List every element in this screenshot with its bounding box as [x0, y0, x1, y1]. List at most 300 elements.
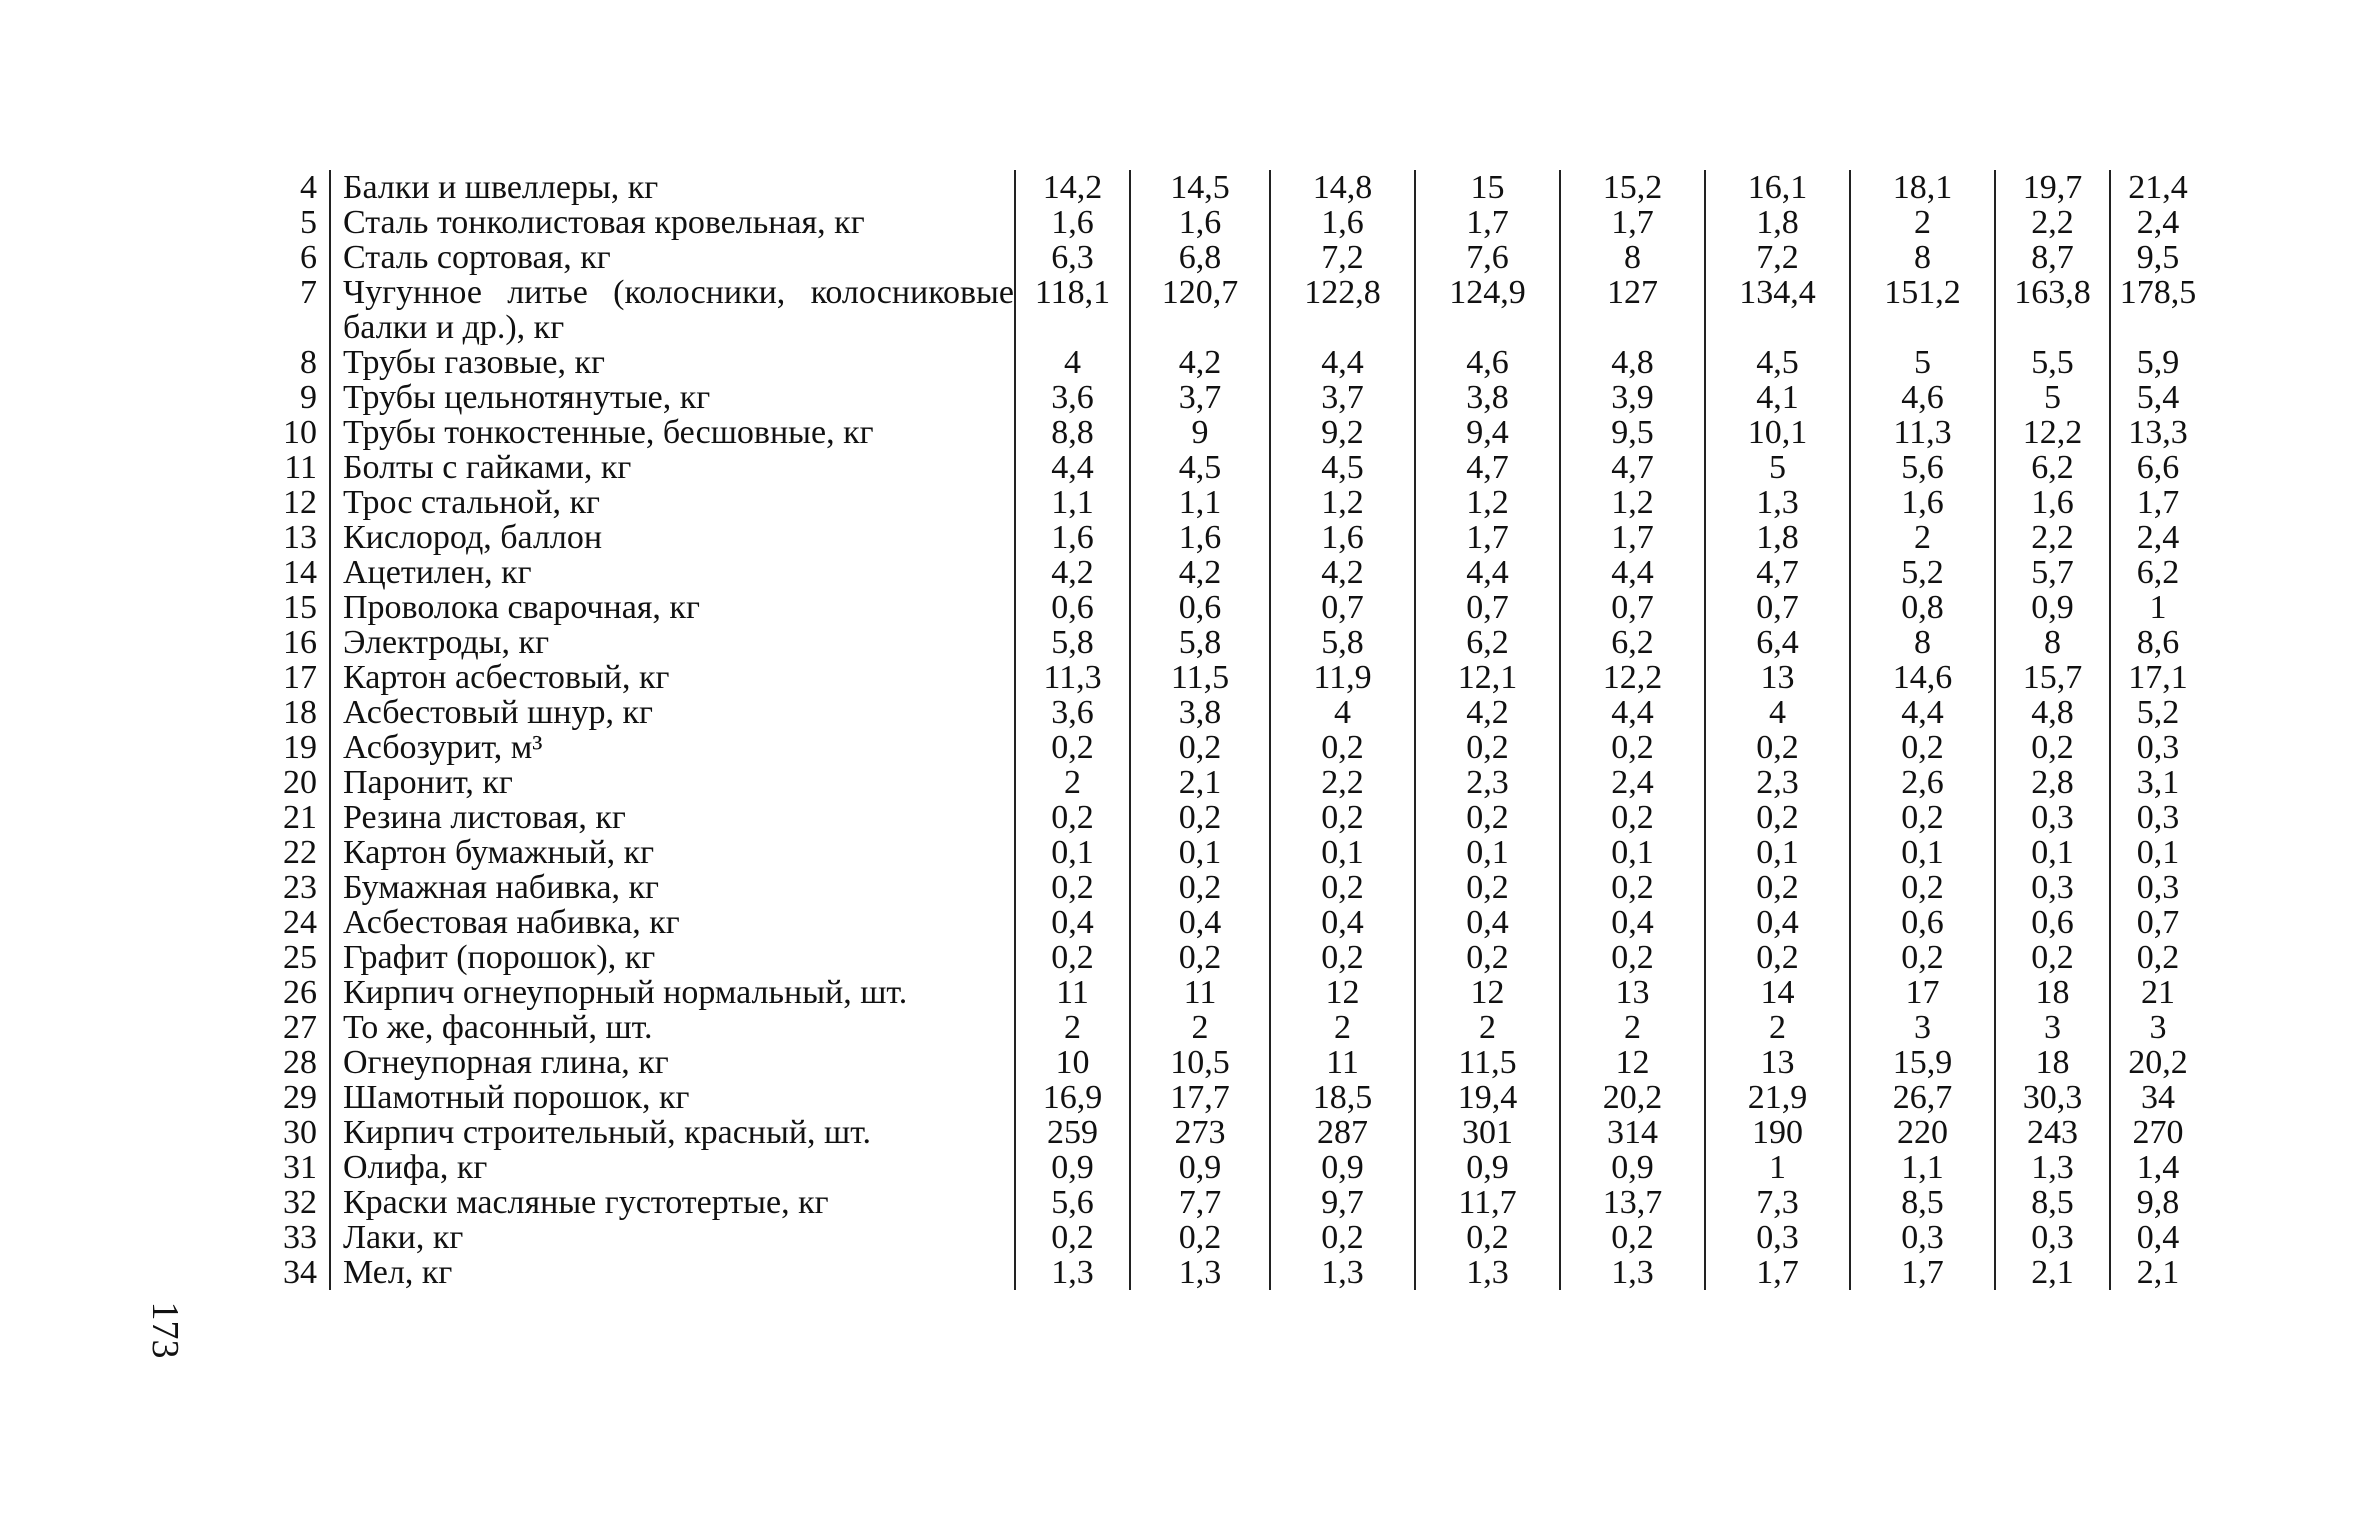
value-cell: 7,6 [1415, 240, 1560, 275]
material-name: Бумажная набивка, кг [330, 870, 1015, 905]
material-name: Чугунное литье (колосники, колосниковые балки и др.), кг [330, 275, 1015, 345]
value-cell: 124,9 [1415, 275, 1560, 345]
value-cell: 1,4 [2110, 1150, 2205, 1185]
value-cell: 0,2 [1415, 1220, 1560, 1255]
material-name: Асбестовая набивка, кг [330, 905, 1015, 940]
value-cell: 0,3 [1850, 1220, 1995, 1255]
value-cell: 6,2 [1560, 625, 1705, 660]
value-cell: 3,7 [1130, 380, 1270, 415]
value-cell: 0,4 [1130, 905, 1270, 940]
row-number: 22 [283, 834, 317, 871]
value-cell: 8 [1850, 625, 1995, 660]
value-cell: 0,2 [1415, 940, 1560, 975]
value-cell: 2,8 [1995, 765, 2110, 800]
value-cell: 0,9 [1015, 1150, 1130, 1185]
table-row [235, 1255, 2205, 1290]
value-cell: 10,1 [1705, 415, 1850, 450]
row-number: 17 [283, 659, 317, 696]
value-cell: 2 [1560, 1010, 1705, 1045]
value-cell: 0,1 [1705, 835, 1850, 870]
table-row [235, 835, 2205, 870]
value-cell: 19,4 [1415, 1080, 1560, 1115]
table-row [235, 240, 2205, 275]
material-name: Асбестовый шнур, кг [330, 695, 1015, 730]
value-cell: 14 [1705, 975, 1850, 1010]
value-cell: 0,2 [1850, 800, 1995, 835]
row-number: 14 [283, 554, 317, 591]
value-cell: 5,5 [1995, 345, 2110, 380]
value-cell: 273 [1130, 1115, 1270, 1150]
value-cell: 6,4 [1705, 625, 1850, 660]
value-cell: 0,1 [1850, 835, 1995, 870]
value-cell: 0,4 [1560, 905, 1705, 940]
row-number: 30 [283, 1114, 317, 1151]
value-cell: 0,2 [1415, 870, 1560, 905]
value-cell: 301 [1415, 1115, 1560, 1150]
value-cell: 12 [1270, 975, 1415, 1010]
value-cell: 8 [1560, 240, 1705, 275]
row-number: 10 [283, 414, 317, 451]
value-cell: 0,6 [1130, 590, 1270, 625]
table-row [235, 415, 2205, 450]
row-number: 6 [300, 239, 317, 276]
value-cell: 13 [1560, 975, 1705, 1010]
value-cell: 15,7 [1995, 660, 2110, 695]
value-cell: 0,2 [1850, 940, 1995, 975]
value-cell: 14,6 [1850, 660, 1995, 695]
value-cell: 5,7 [1995, 555, 2110, 590]
value-cell: 9,2 [1270, 415, 1415, 450]
value-cell: 0,2 [1270, 800, 1415, 835]
value-cell: 1,3 [1415, 1255, 1560, 1290]
value-cell: 4,6 [1850, 380, 1995, 415]
value-cell: 13 [1705, 1045, 1850, 1080]
value-cell: 0,2 [1130, 1220, 1270, 1255]
value-cell: 21 [2110, 975, 2205, 1010]
value-cell: 9,4 [1415, 415, 1560, 450]
row-number: 29 [283, 1079, 317, 1116]
value-cell: 0,2 [1560, 1220, 1705, 1255]
value-cell: 7,2 [1270, 240, 1415, 275]
materials-table [235, 170, 2205, 1290]
value-cell: 1,6 [1130, 205, 1270, 240]
row-number: 23 [283, 869, 317, 906]
value-cell: 1,6 [1015, 520, 1130, 555]
value-cell: 8,7 [1995, 240, 2110, 275]
value-cell: 11,7 [1415, 1185, 1560, 1220]
row-number: 11 [284, 449, 317, 486]
value-cell: 1,1 [1850, 1150, 1995, 1185]
value-cell: 5,6 [1015, 1185, 1130, 1220]
material-name: Шамотный порошок, кг [330, 1080, 1015, 1115]
value-cell: 5 [1850, 345, 1995, 380]
table-row [235, 975, 2205, 1010]
value-cell: 118,1 [1015, 275, 1130, 345]
material-name: Трос стальной, кг [330, 485, 1015, 520]
value-cell: 6,2 [1995, 450, 2110, 485]
table-row [235, 625, 2205, 660]
value-cell: 8,5 [1995, 1185, 2110, 1220]
value-cell: 4,5 [1705, 345, 1850, 380]
value-cell: 1,7 [1850, 1255, 1995, 1290]
value-cell: 17 [1850, 975, 1995, 1010]
value-cell: 243 [1995, 1115, 2110, 1150]
table-row [235, 870, 2205, 905]
value-cell: 5,8 [1015, 625, 1130, 660]
value-cell: 0,1 [1270, 835, 1415, 870]
value-cell: 1,8 [1705, 205, 1850, 240]
value-cell: 5,8 [1270, 625, 1415, 660]
material-name: Картон бумажный, кг [330, 835, 1015, 870]
value-cell: 3 [2110, 1010, 2205, 1045]
value-cell: 0,7 [2110, 905, 2205, 940]
material-name: Лаки, кг [330, 1220, 1015, 1255]
value-cell: 19,7 [1995, 170, 2110, 205]
value-cell: 6,2 [1415, 625, 1560, 660]
value-cell: 20,2 [2110, 1045, 2205, 1080]
value-cell: 1,6 [1015, 205, 1130, 240]
value-cell: 11,5 [1130, 660, 1270, 695]
materials-table-body [235, 170, 2205, 1290]
value-cell: 0,2 [1015, 1220, 1130, 1255]
value-cell: 2 [1015, 1010, 1130, 1045]
value-cell: 1,1 [1015, 485, 1130, 520]
material-name: Электроды, кг [330, 625, 1015, 660]
value-cell: 0,6 [1015, 590, 1130, 625]
value-cell: 4,5 [1130, 450, 1270, 485]
value-cell: 6,2 [2110, 555, 2205, 590]
value-cell: 0,8 [1850, 590, 1995, 625]
value-cell: 6,6 [2110, 450, 2205, 485]
value-cell: 34 [2110, 1080, 2205, 1115]
value-cell: 0,2 [1705, 800, 1850, 835]
row-number: 12 [283, 484, 317, 521]
value-cell: 287 [1270, 1115, 1415, 1150]
value-cell: 7,7 [1130, 1185, 1270, 1220]
value-cell: 1 [2110, 590, 2205, 625]
material-name: Краски масляные густотертые, кг [330, 1185, 1015, 1220]
value-cell: 259 [1015, 1115, 1130, 1150]
value-cell: 14,5 [1130, 170, 1270, 205]
value-cell: 0,2 [1995, 940, 2110, 975]
value-cell: 1,6 [1130, 520, 1270, 555]
value-cell: 0,3 [1995, 800, 2110, 835]
value-cell: 4,7 [1560, 450, 1705, 485]
value-cell: 11,3 [1015, 660, 1130, 695]
value-cell: 0,3 [2110, 800, 2205, 835]
value-cell: 5 [1705, 450, 1850, 485]
value-cell: 0,1 [1995, 835, 2110, 870]
value-cell: 0,9 [1560, 1150, 1705, 1185]
value-cell: 3,6 [1015, 380, 1130, 415]
value-cell: 6,3 [1015, 240, 1130, 275]
value-cell: 4,2 [1130, 555, 1270, 590]
row-number: 21 [283, 799, 317, 836]
value-cell: 26,7 [1850, 1080, 1995, 1115]
row-number: 5 [300, 204, 317, 241]
value-cell: 8 [1995, 625, 2110, 660]
table-row [235, 940, 2205, 975]
row-number: 13 [283, 519, 317, 556]
value-cell: 15,2 [1560, 170, 1705, 205]
value-cell: 1,3 [1270, 1255, 1415, 1290]
value-cell: 13,3 [2110, 415, 2205, 450]
table-row [235, 380, 2205, 415]
row-number: 26 [283, 974, 317, 1011]
value-cell: 4,5 [1270, 450, 1415, 485]
row-number: 25 [283, 939, 317, 976]
value-cell: 4,4 [1015, 450, 1130, 485]
value-cell: 9,7 [1270, 1185, 1415, 1220]
value-cell: 1,7 [1415, 520, 1560, 555]
value-cell: 3 [1850, 1010, 1995, 1045]
value-cell: 14,8 [1270, 170, 1415, 205]
value-cell: 0,7 [1270, 590, 1415, 625]
value-cell: 8 [1850, 240, 1995, 275]
value-cell: 220 [1850, 1115, 1995, 1150]
value-cell: 3,8 [1415, 380, 1560, 415]
page-number: 173 [144, 1301, 186, 1359]
table-row [235, 205, 2205, 240]
value-cell: 0,4 [1015, 905, 1130, 940]
value-cell: 0,2 [1270, 1220, 1415, 1255]
value-cell: 0,9 [1270, 1150, 1415, 1185]
value-cell: 5,2 [2110, 695, 2205, 730]
row-number: 4 [300, 169, 317, 206]
value-cell: 0,2 [1705, 870, 1850, 905]
value-cell: 4,7 [1415, 450, 1560, 485]
row-number: 33 [283, 1219, 317, 1256]
table-row [235, 1010, 2205, 1045]
value-cell: 2,1 [1995, 1255, 2110, 1290]
value-cell: 134,4 [1705, 275, 1850, 345]
value-cell: 1,2 [1270, 485, 1415, 520]
value-cell: 2,4 [1560, 765, 1705, 800]
value-cell: 0,4 [2110, 1220, 2205, 1255]
value-cell: 7,3 [1705, 1185, 1850, 1220]
value-cell: 2,4 [2110, 205, 2205, 240]
value-cell: 2 [1415, 1010, 1560, 1045]
row-number: 7 [300, 274, 317, 311]
material-name: Кирпич огнеупорный нормальный, шт. [330, 975, 1015, 1010]
row-number: 15 [283, 589, 317, 626]
value-cell: 11 [1130, 975, 1270, 1010]
value-cell: 18 [1995, 1045, 2110, 1080]
value-cell: 9 [1130, 415, 1270, 450]
value-cell: 1,7 [2110, 485, 2205, 520]
table-row [235, 730, 2205, 765]
value-cell: 314 [1560, 1115, 1705, 1150]
material-name: Резина листовая, кг [330, 800, 1015, 835]
value-cell: 4,7 [1705, 555, 1850, 590]
row-number: 31 [283, 1149, 317, 1186]
value-cell: 0,6 [1995, 905, 2110, 940]
value-cell: 1,3 [1560, 1255, 1705, 1290]
material-name: Мел, кг [330, 1255, 1015, 1290]
value-cell: 4,4 [1560, 555, 1705, 590]
value-cell: 2 [1270, 1010, 1415, 1045]
value-cell: 2 [1015, 765, 1130, 800]
value-cell: 0,7 [1560, 590, 1705, 625]
value-cell: 151,2 [1850, 275, 1995, 345]
value-cell: 1 [1705, 1150, 1850, 1185]
value-cell: 15,9 [1850, 1045, 1995, 1080]
value-cell: 3 [1995, 1010, 2110, 1045]
value-cell: 14,2 [1015, 170, 1130, 205]
value-cell: 0,2 [1560, 940, 1705, 975]
table-row [235, 1080, 2205, 1115]
value-cell: 5,4 [2110, 380, 2205, 415]
value-cell: 10 [1015, 1045, 1130, 1080]
table-row [235, 450, 2205, 485]
table-row [235, 800, 2205, 835]
value-cell: 0,1 [1560, 835, 1705, 870]
value-cell: 18,5 [1270, 1080, 1415, 1115]
value-cell: 3,8 [1130, 695, 1270, 730]
value-cell: 5,8 [1130, 625, 1270, 660]
value-cell: 13 [1705, 660, 1850, 695]
value-cell: 5,2 [1850, 555, 1995, 590]
value-cell: 11 [1270, 1045, 1415, 1080]
row-number: 20 [283, 764, 317, 801]
value-cell: 6,8 [1130, 240, 1270, 275]
table-row [235, 660, 2205, 695]
value-cell: 2,2 [1995, 520, 2110, 555]
value-cell: 7,2 [1705, 240, 1850, 275]
row-number: 16 [283, 624, 317, 661]
value-cell: 13,7 [1560, 1185, 1705, 1220]
value-cell: 120,7 [1130, 275, 1270, 345]
value-cell: 4 [1705, 695, 1850, 730]
value-cell: 0,2 [1560, 870, 1705, 905]
material-name: Огнеупорная глина, кг [330, 1045, 1015, 1080]
value-cell: 1,7 [1560, 205, 1705, 240]
material-name: Олифа, кг [330, 1150, 1015, 1185]
value-cell: 8,8 [1015, 415, 1130, 450]
value-cell: 0,7 [1705, 590, 1850, 625]
value-cell: 0,9 [1995, 590, 2110, 625]
value-cell: 8,5 [1850, 1185, 1995, 1220]
material-name: Балки и швеллеры, кг [330, 170, 1015, 205]
value-cell: 1,7 [1560, 520, 1705, 555]
value-cell: 0,2 [1015, 940, 1130, 975]
value-cell: 1,3 [1130, 1255, 1270, 1290]
row-number: 24 [283, 904, 317, 941]
value-cell: 1,6 [1270, 205, 1415, 240]
value-cell: 21,9 [1705, 1080, 1850, 1115]
value-cell: 0,2 [1130, 870, 1270, 905]
value-cell: 1,7 [1415, 205, 1560, 240]
value-cell: 190 [1705, 1115, 1850, 1150]
value-cell: 0,2 [1560, 730, 1705, 765]
value-cell: 0,9 [1130, 1150, 1270, 1185]
value-cell: 4 [1015, 345, 1130, 380]
value-cell: 9,8 [2110, 1185, 2205, 1220]
value-cell: 0,3 [1995, 870, 2110, 905]
value-cell: 0,7 [1415, 590, 1560, 625]
table-row [235, 485, 2205, 520]
table-row [235, 1115, 2205, 1150]
value-cell: 4,2 [1015, 555, 1130, 590]
value-cell: 0,3 [1705, 1220, 1850, 1255]
value-cell: 0,2 [1415, 800, 1560, 835]
value-cell: 0,2 [1130, 940, 1270, 975]
value-cell: 0,2 [1015, 730, 1130, 765]
row-number: 8 [300, 344, 317, 381]
value-cell: 0,9 [1415, 1150, 1560, 1185]
table-row [235, 170, 2205, 205]
materials-table-container [235, 170, 2205, 1290]
value-cell: 11,5 [1415, 1045, 1560, 1080]
value-cell: 3,6 [1015, 695, 1130, 730]
row-number: 32 [283, 1184, 317, 1221]
row-number: 34 [283, 1254, 317, 1291]
material-name: Сталь тонколистовая кровельная, кг [330, 205, 1015, 240]
value-cell: 4,8 [1995, 695, 2110, 730]
value-cell: 1,2 [1415, 485, 1560, 520]
value-cell: 1,1 [1130, 485, 1270, 520]
value-cell: 4 [1270, 695, 1415, 730]
table-row [235, 520, 2205, 555]
value-cell: 4,4 [1850, 695, 1995, 730]
value-cell: 2,2 [1995, 205, 2110, 240]
table-row [235, 345, 2205, 380]
table-row [235, 1220, 2205, 1255]
value-cell: 3,9 [1560, 380, 1705, 415]
value-cell: 4,6 [1415, 345, 1560, 380]
table-row [235, 695, 2205, 730]
value-cell: 20,2 [1560, 1080, 1705, 1115]
row-number: 28 [283, 1044, 317, 1081]
value-cell: 4,4 [1415, 555, 1560, 590]
value-cell: 0,2 [1270, 870, 1415, 905]
value-cell: 4,4 [1560, 695, 1705, 730]
table-row [235, 555, 2205, 590]
value-cell: 16,9 [1015, 1080, 1130, 1115]
value-cell: 163,8 [1995, 275, 2110, 345]
value-cell: 0,6 [1850, 905, 1995, 940]
value-cell: 10,5 [1130, 1045, 1270, 1080]
value-cell: 2 [1850, 520, 1995, 555]
row-number: 9 [300, 379, 317, 416]
value-cell: 0,2 [1850, 730, 1995, 765]
value-cell: 9,5 [1560, 415, 1705, 450]
row-number: 27 [283, 1009, 317, 1046]
material-name: Асбозурит, м³ [330, 730, 1015, 765]
value-cell: 0,2 [1270, 940, 1415, 975]
value-cell: 1,3 [1705, 485, 1850, 520]
material-name: Трубы цельнотянутые, кг [330, 380, 1015, 415]
value-cell: 4,2 [1270, 555, 1415, 590]
value-cell: 1,6 [1270, 520, 1415, 555]
table-row [235, 590, 2205, 625]
value-cell: 2 [1130, 1010, 1270, 1045]
value-cell: 3,1 [2110, 765, 2205, 800]
material-name: Трубы тонкостенные, бесшовные, кг [330, 415, 1015, 450]
value-cell: 0,3 [1995, 1220, 2110, 1255]
material-name: Паронит, кг [330, 765, 1015, 800]
value-cell: 2 [1705, 1010, 1850, 1045]
value-cell: 12 [1415, 975, 1560, 1010]
value-cell: 2,3 [1705, 765, 1850, 800]
value-cell: 0,1 [1015, 835, 1130, 870]
value-cell: 17,7 [1130, 1080, 1270, 1115]
material-name: Трубы газовые, кг [330, 345, 1015, 380]
value-cell: 18 [1995, 975, 2110, 1010]
table-row [235, 1185, 2205, 1220]
value-cell: 0,2 [1270, 730, 1415, 765]
value-cell: 127 [1560, 275, 1705, 345]
